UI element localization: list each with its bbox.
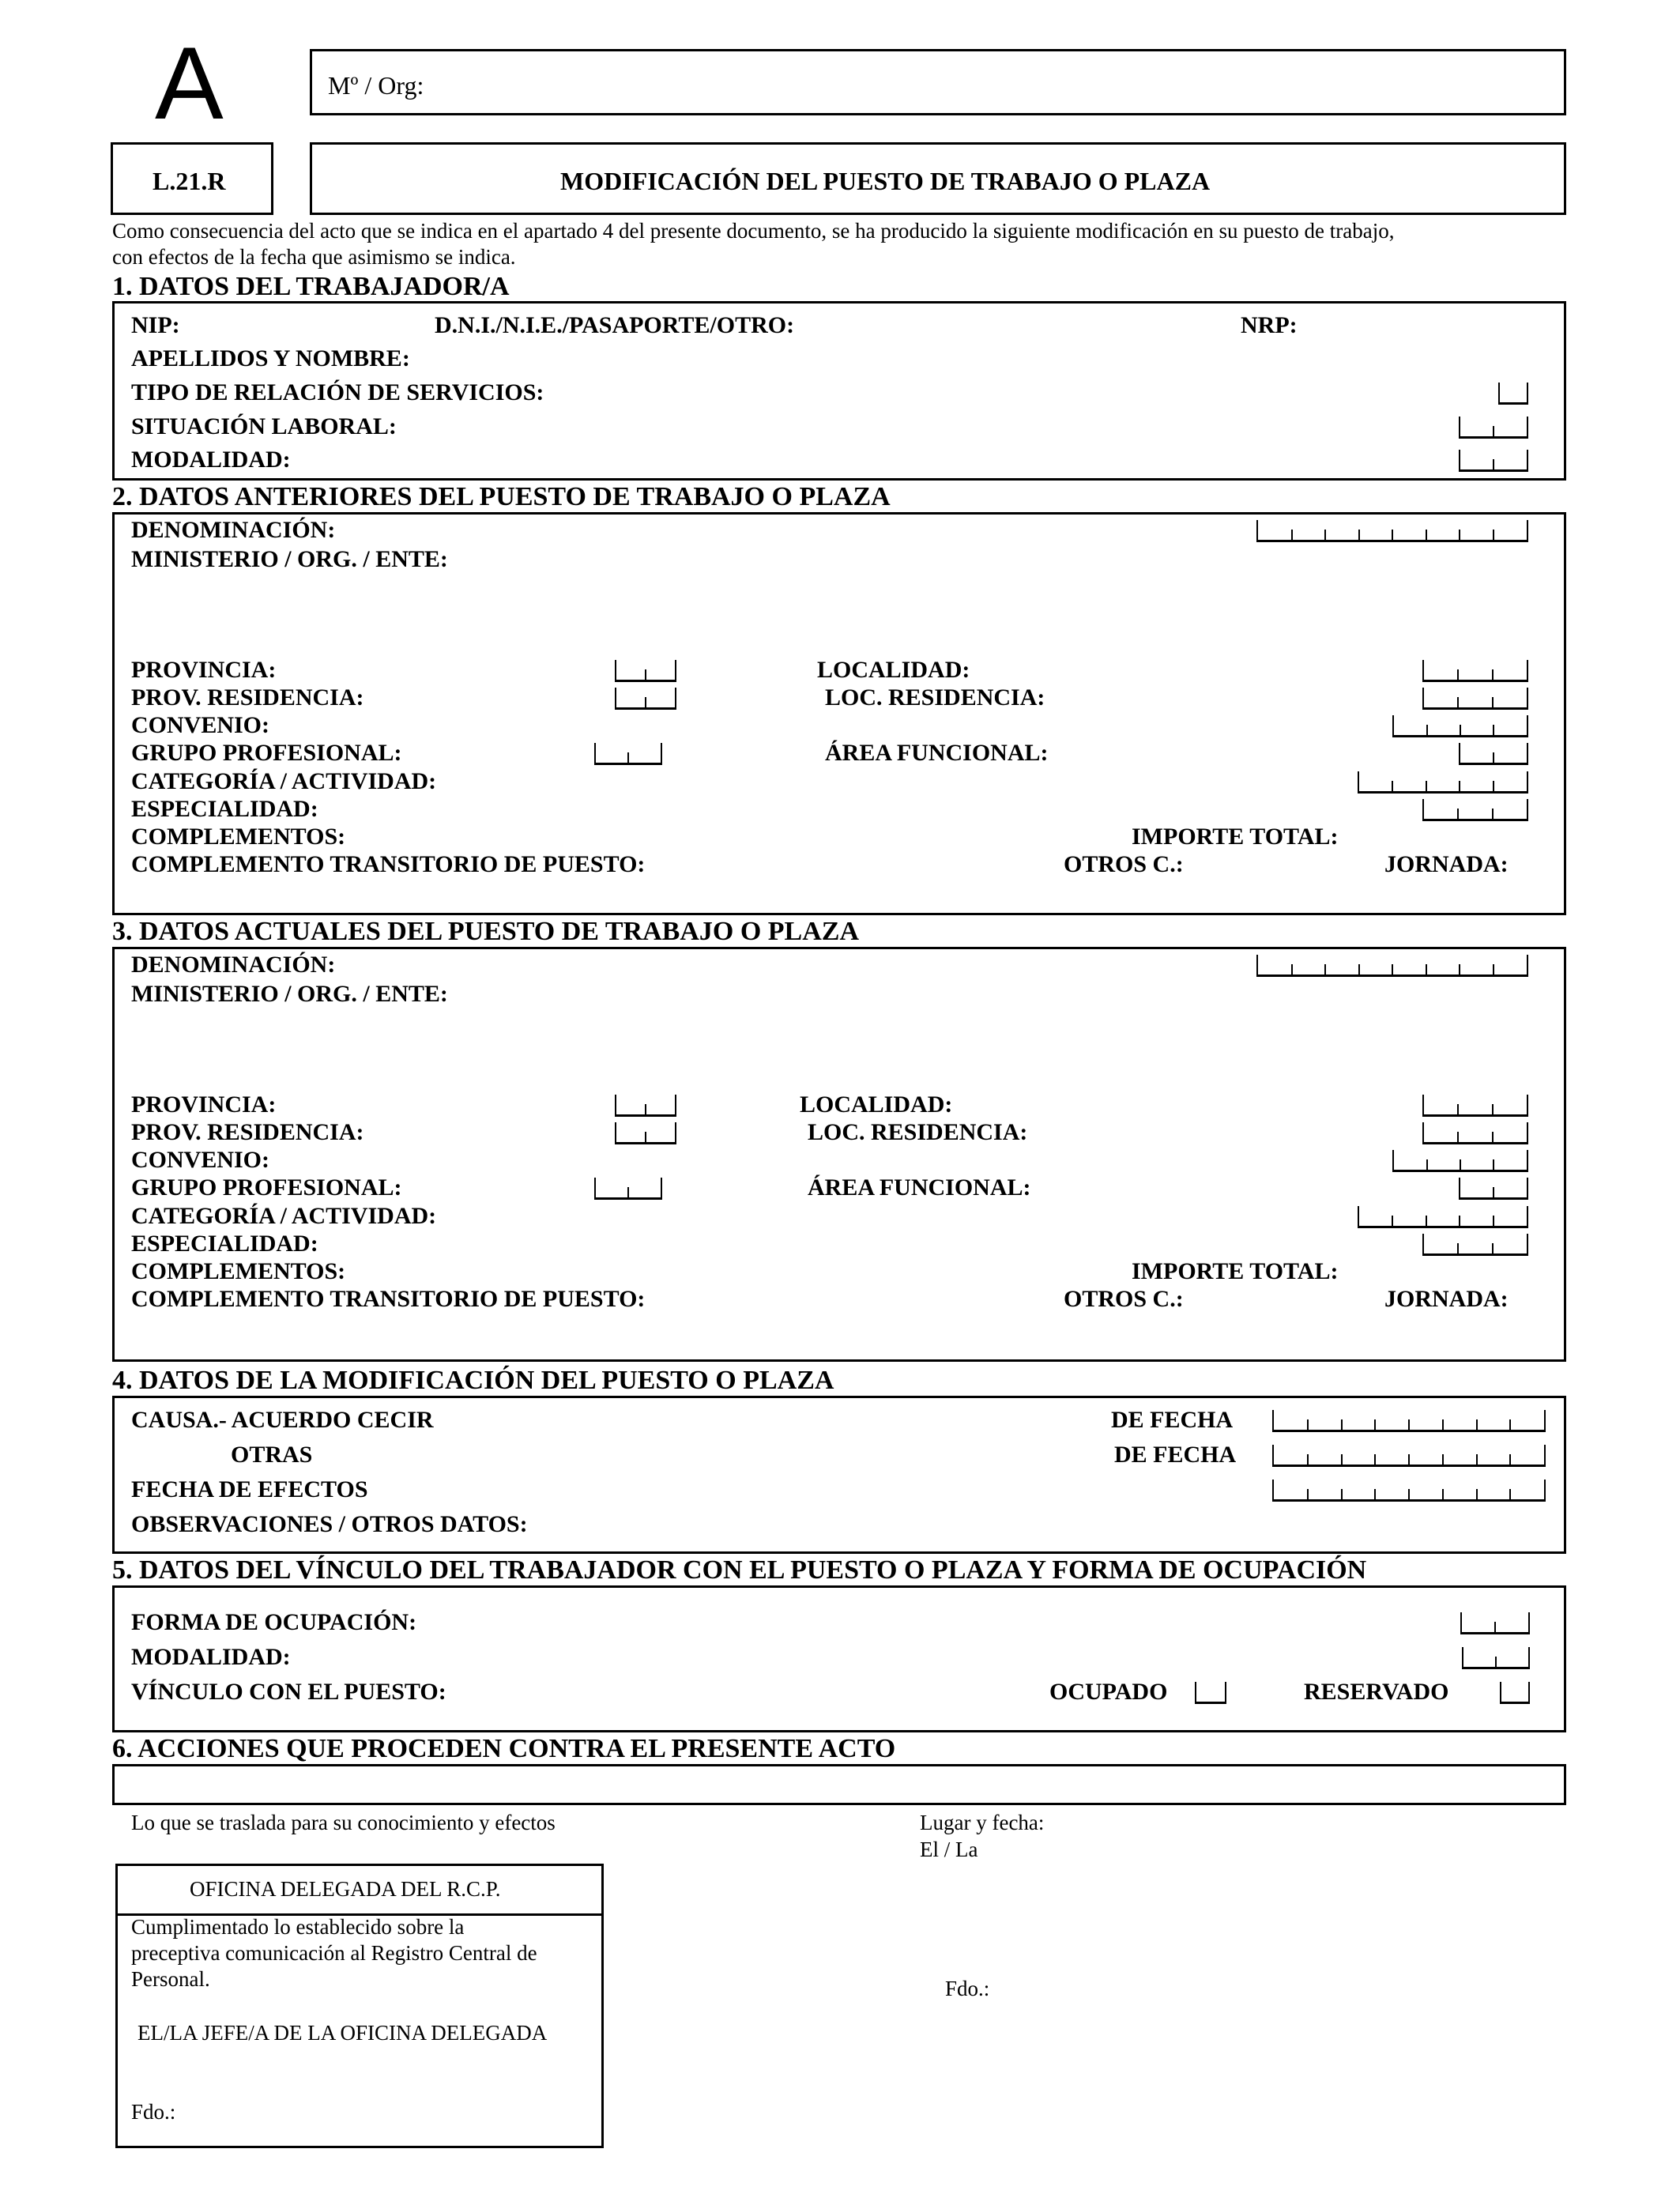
- prov-residencia-code-box[interactable]: [615, 688, 676, 710]
- code-box-divider: [1493, 781, 1494, 791]
- code-box-divider: [1494, 1622, 1496, 1632]
- code-box-divider: [1341, 1489, 1343, 1499]
- code-box-divider: [1492, 1243, 1494, 1253]
- code-box-divider: [1307, 1489, 1309, 1499]
- code-box-divider: [1493, 1216, 1494, 1226]
- code-box-divider: [1492, 1132, 1494, 1142]
- code-box-divider: [1459, 964, 1460, 974]
- code-box-divider: [1460, 725, 1461, 735]
- prov-residencia-code-box[interactable]: [615, 1122, 676, 1144]
- modalidad5-code-box[interactable]: [1462, 1647, 1530, 1669]
- convenio-code-box[interactable]: [1392, 715, 1528, 737]
- code-box-divider: [1476, 1454, 1478, 1465]
- jefe-oficina-label: EL/LA JEFE/A DE LA OFICINA DELEGADA: [137, 2021, 548, 2045]
- org-label: Mº / Org:: [328, 71, 424, 100]
- code-box-divider: [1493, 725, 1494, 735]
- prov-residencia-label: PROV. RESIDENCIA:: [131, 1119, 364, 1145]
- prov-residencia-label: PROV. RESIDENCIA:: [131, 684, 364, 711]
- cumplimentado-line-2: preceptiva comunicación al Registro Central de: [131, 1941, 537, 1965]
- importe-label: IMPORTE TOTAL:: [1132, 824, 1339, 850]
- ocupado-checkbox[interactable]: [1195, 1682, 1226, 1704]
- org-field[interactable]: [310, 49, 1566, 115]
- convenio-label: CONVENIO:: [131, 712, 270, 738]
- comp-transitorio-label: COMPLEMENTO TRANSITORIO DE PUESTO:: [131, 1286, 646, 1312]
- grupo-code-box[interactable]: [594, 743, 662, 765]
- code-box-divider: [1392, 1216, 1393, 1226]
- code-box-divider: [645, 1104, 646, 1114]
- signature-fdo-label: Fdo.:: [945, 1977, 990, 2000]
- fecha-efectos-date-box[interactable]: [1272, 1480, 1546, 1502]
- code-box-divider: [1459, 1216, 1460, 1226]
- lugar-fecha-label: Lugar y fecha:: [920, 1811, 1045, 1834]
- grupo-label: GRUPO PROFESIONAL:: [131, 740, 402, 766]
- observaciones-label: OBSERVACIONES / OTROS DATOS:: [131, 1511, 528, 1537]
- convenio-code-box[interactable]: [1392, 1150, 1528, 1172]
- code-box-divider: [1459, 781, 1460, 791]
- denominacion-label: DENOMINACIÓN:: [131, 517, 336, 543]
- code-box-divider: [1374, 1454, 1376, 1465]
- code-box-divider: [1495, 1657, 1497, 1667]
- otras-date-box[interactable]: [1272, 1445, 1546, 1467]
- code-box-divider: [1476, 1489, 1478, 1499]
- intro-line-2: con efectos de la fecha que asimismo se indica.: [112, 245, 516, 269]
- traslada-text: Lo que se traslada para su conocimiento y efectos: [131, 1811, 556, 1834]
- code-box-divider: [1459, 530, 1460, 540]
- de-fecha-label-2: DE FECHA: [1114, 1442, 1237, 1468]
- reservado-checkbox[interactable]: [1500, 1682, 1530, 1704]
- otros-label: OTROS C.:: [1064, 1286, 1184, 1312]
- code-box-divider: [1476, 1419, 1478, 1430]
- categoria-code-box[interactable]: [1358, 771, 1528, 794]
- code-box-divider: [1493, 964, 1494, 974]
- code-box-divider: [1509, 1454, 1511, 1465]
- code-box-divider: [1457, 697, 1459, 707]
- code-box-divider: [1426, 964, 1427, 974]
- grupo-code-box[interactable]: [594, 1178, 662, 1200]
- jornada-label: JORNADA:: [1384, 851, 1509, 877]
- forma-ocupacion-label: FORMA DE OCUPACIÓN:: [131, 1609, 417, 1635]
- code-box-divider: [1341, 1454, 1343, 1465]
- code-box-divider: [1392, 964, 1393, 974]
- code-box-divider: [1493, 426, 1494, 436]
- convenio-label: CONVENIO:: [131, 1147, 270, 1173]
- jornada-label: JORNADA:: [1384, 1286, 1509, 1312]
- code-box-divider: [1307, 1419, 1309, 1430]
- code-box-divider: [1358, 964, 1360, 974]
- ministerio-label: MINISTERIO / ORG. / ENTE:: [131, 981, 448, 1007]
- section-1-heading: 1. DATOS DEL TRABAJADOR/A: [112, 272, 510, 301]
- area-code-box[interactable]: [1459, 743, 1528, 765]
- section-2-heading: 2. DATOS ANTERIORES DEL PUESTO DE TRABAJO O PLAZA: [112, 482, 891, 511]
- comp-transitorio-label: COMPLEMENTO TRANSITORIO DE PUESTO:: [131, 851, 646, 877]
- code-box-divider: [1374, 1489, 1376, 1499]
- oficina-delegada-box: [115, 1864, 604, 2148]
- page-title: MODIFICACIÓN DEL PUESTO DE TRABAJO O PLAZA: [560, 167, 1211, 195]
- acuerdo-cecir-date-box[interactable]: [1272, 1410, 1546, 1432]
- nrp-label: NRP:: [1241, 312, 1298, 338]
- especialidad-label: ESPECIALIDAD:: [131, 796, 318, 822]
- section-5-box: [112, 1585, 1566, 1732]
- categoria-label: CATEGORÍA / ACTIVIDAD:: [131, 768, 437, 794]
- code-box-divider: [1392, 781, 1393, 791]
- especialidad-code-box[interactable]: [1422, 1234, 1528, 1256]
- code-box-divider: [1493, 459, 1494, 469]
- code-box-divider: [1492, 669, 1494, 680]
- grupo-label: GRUPO PROFESIONAL:: [131, 1174, 402, 1201]
- modalidad1-code-box[interactable]: [1459, 450, 1528, 472]
- form-code-box: [111, 142, 273, 215]
- provincia-label: PROVINCIA:: [131, 1091, 277, 1118]
- complementos-label: COMPLEMENTOS:: [131, 1258, 346, 1284]
- code-box-divider: [1291, 964, 1293, 974]
- otros-label: OTROS C.:: [1064, 851, 1184, 877]
- code-box-divider: [1408, 1454, 1410, 1465]
- code-box-divider: [645, 1132, 646, 1142]
- otras-label: OTRAS: [231, 1442, 313, 1468]
- section-5-heading: 5. DATOS DEL VÍNCULO DEL TRABAJADOR CON EL PUESTO O PLAZA Y FORMA DE OCUPACIÓN: [112, 1555, 1367, 1585]
- code-box-divider: [645, 669, 646, 680]
- code-box-divider: [1307, 1454, 1309, 1465]
- code-box-divider: [1442, 1419, 1444, 1430]
- code-box-divider: [1324, 530, 1326, 540]
- cumplimentado-line-1: Cumplimentado lo establecido sobre la: [131, 1915, 465, 1939]
- code-box-divider: [1493, 1159, 1494, 1170]
- localidad-code-box[interactable]: [1422, 1095, 1528, 1117]
- forma-ocupacion-code-box[interactable]: [1460, 1612, 1530, 1634]
- code-box-divider: [1408, 1419, 1410, 1430]
- vinculo-label: VÍNCULO CON EL PUESTO:: [131, 1679, 446, 1705]
- code-box-divider: [1457, 1132, 1459, 1142]
- ministerio-label: MINISTERIO / ORG. / ENTE:: [131, 546, 448, 572]
- code-box-divider: [1426, 1216, 1427, 1226]
- localidad-code-box[interactable]: [1422, 660, 1528, 682]
- oficina-title: OFICINA DELEGADA DEL R.C.P.: [190, 1877, 501, 1901]
- provincia-code-box[interactable]: [615, 660, 676, 682]
- code-box-divider: [1457, 1104, 1459, 1114]
- intro-line-1: Como consecuencia del acto que se indica en el apartado 4 del presente documento, se ha producido la siguiente modificación en su puesto de trabajo,: [112, 219, 1395, 243]
- section-3-heading: 3. DATOS ACTUALES DEL PUESTO DE TRABAJO O PLAZA: [112, 917, 859, 946]
- code-box-divider: [1457, 1243, 1459, 1253]
- code-box-divider: [1442, 1454, 1444, 1465]
- code-box-divider: [1426, 781, 1427, 791]
- code-box-divider: [1408, 1489, 1410, 1499]
- el-la-label: El / La: [920, 1838, 978, 1861]
- provincia-code-box[interactable]: [615, 1095, 676, 1117]
- code-box-divider: [1457, 669, 1459, 680]
- ocupado-label: OCUPADO: [1049, 1679, 1168, 1705]
- especialidad-label: ESPECIALIDAD:: [131, 1231, 318, 1257]
- area-code-box[interactable]: [1459, 1178, 1528, 1200]
- tipo-relacion-label: TIPO DE RELACIÓN DE SERVICIOS:: [131, 379, 544, 405]
- code-box-divider: [627, 752, 629, 763]
- form-code: L.21.R: [153, 167, 226, 195]
- situacion-label: SITUACIÓN LABORAL:: [131, 413, 397, 439]
- code-box-divider: [1341, 1419, 1343, 1430]
- denominacion-code-box[interactable]: [1256, 955, 1528, 977]
- code-box-divider: [1509, 1419, 1511, 1430]
- denominacion-label: DENOMINACIÓN:: [131, 952, 336, 978]
- categoria-code-box[interactable]: [1358, 1206, 1528, 1228]
- loc-residencia-code-box[interactable]: [1422, 1122, 1528, 1144]
- code-box-divider: [1426, 530, 1427, 540]
- localidad-label: LOCALIDAD:: [800, 1091, 953, 1118]
- fecha-efectos-label: FECHA DE EFECTOS: [131, 1476, 368, 1502]
- code-box-divider: [1358, 530, 1360, 540]
- dni-label: D.N.I./N.I.E./PASAPORTE/OTRO:: [435, 312, 795, 338]
- denominacion-code-box[interactable]: [1256, 520, 1528, 542]
- loc-residencia-label: LOC. RESIDENCIA:: [808, 1119, 1028, 1145]
- area-label: ÁREA FUNCIONAL:: [825, 740, 1049, 766]
- especialidad-code-box[interactable]: [1422, 799, 1528, 821]
- code-box-divider: [1426, 725, 1428, 735]
- categoria-label: CATEGORÍA / ACTIVIDAD:: [131, 1203, 437, 1229]
- cumplimentado-line-3: Personal.: [131, 1967, 210, 1991]
- section-4-heading: 4. DATOS DE LA MODIFICACIÓN DEL PUESTO O PLAZA: [112, 1366, 834, 1395]
- code-box-divider: [1324, 964, 1326, 974]
- code-box-divider: [645, 697, 646, 707]
- code-box-divider: [1493, 530, 1494, 540]
- modalidad-label: MODALIDAD:: [131, 1644, 291, 1670]
- code-box-divider: [1493, 1187, 1494, 1197]
- provincia-label: PROVINCIA:: [131, 657, 277, 683]
- nip-label: NIP:: [131, 312, 180, 338]
- form-letter: A: [155, 25, 224, 141]
- code-box-divider: [1457, 809, 1459, 819]
- de-fecha-label-1: DE FECHA: [1111, 1407, 1234, 1433]
- code-box-divider: [1492, 809, 1494, 819]
- area-label: ÁREA FUNCIONAL:: [808, 1174, 1031, 1201]
- code-box-divider: [1426, 1159, 1428, 1170]
- code-box-divider: [1442, 1489, 1444, 1499]
- code-box-divider: [1492, 1104, 1494, 1114]
- loc-residencia-label: LOC. RESIDENCIA:: [825, 684, 1045, 711]
- acciones-field[interactable]: [112, 1764, 1566, 1805]
- code-box-divider: [1492, 697, 1494, 707]
- code-box-divider: [1374, 1419, 1376, 1430]
- importe-label: IMPORTE TOTAL:: [1132, 1258, 1339, 1284]
- modalidad-label: MODALIDAD:: [131, 447, 291, 473]
- oficina-fdo-label: Fdo.:: [131, 2100, 176, 2124]
- code-box-divider: [627, 1187, 629, 1197]
- reservado-label: RESERVADO: [1304, 1679, 1449, 1705]
- code-box-divider: [1509, 1489, 1511, 1499]
- code-box-divider: [1392, 530, 1393, 540]
- localidad-label: LOCALIDAD:: [817, 657, 970, 683]
- code-box-divider: [1460, 1159, 1461, 1170]
- code-box-divider: [1493, 752, 1494, 763]
- code-box-divider: [1291, 530, 1293, 540]
- apellidos-label: APELLIDOS Y NOMBRE:: [131, 345, 410, 371]
- loc-residencia-code-box[interactable]: [1422, 688, 1528, 710]
- causa-label: CAUSA.- ACUERDO CECIR: [131, 1407, 434, 1433]
- complementos-label: COMPLEMENTOS:: [131, 824, 346, 850]
- section-6-heading: 6. ACCIONES QUE PROCEDEN CONTRA EL PRESENTE ACTO: [112, 1734, 896, 1763]
- tipo-relacion-code-box[interactable]: [1498, 383, 1528, 405]
- situacion-code-box[interactable]: [1459, 417, 1528, 439]
- title-box: [310, 142, 1566, 215]
